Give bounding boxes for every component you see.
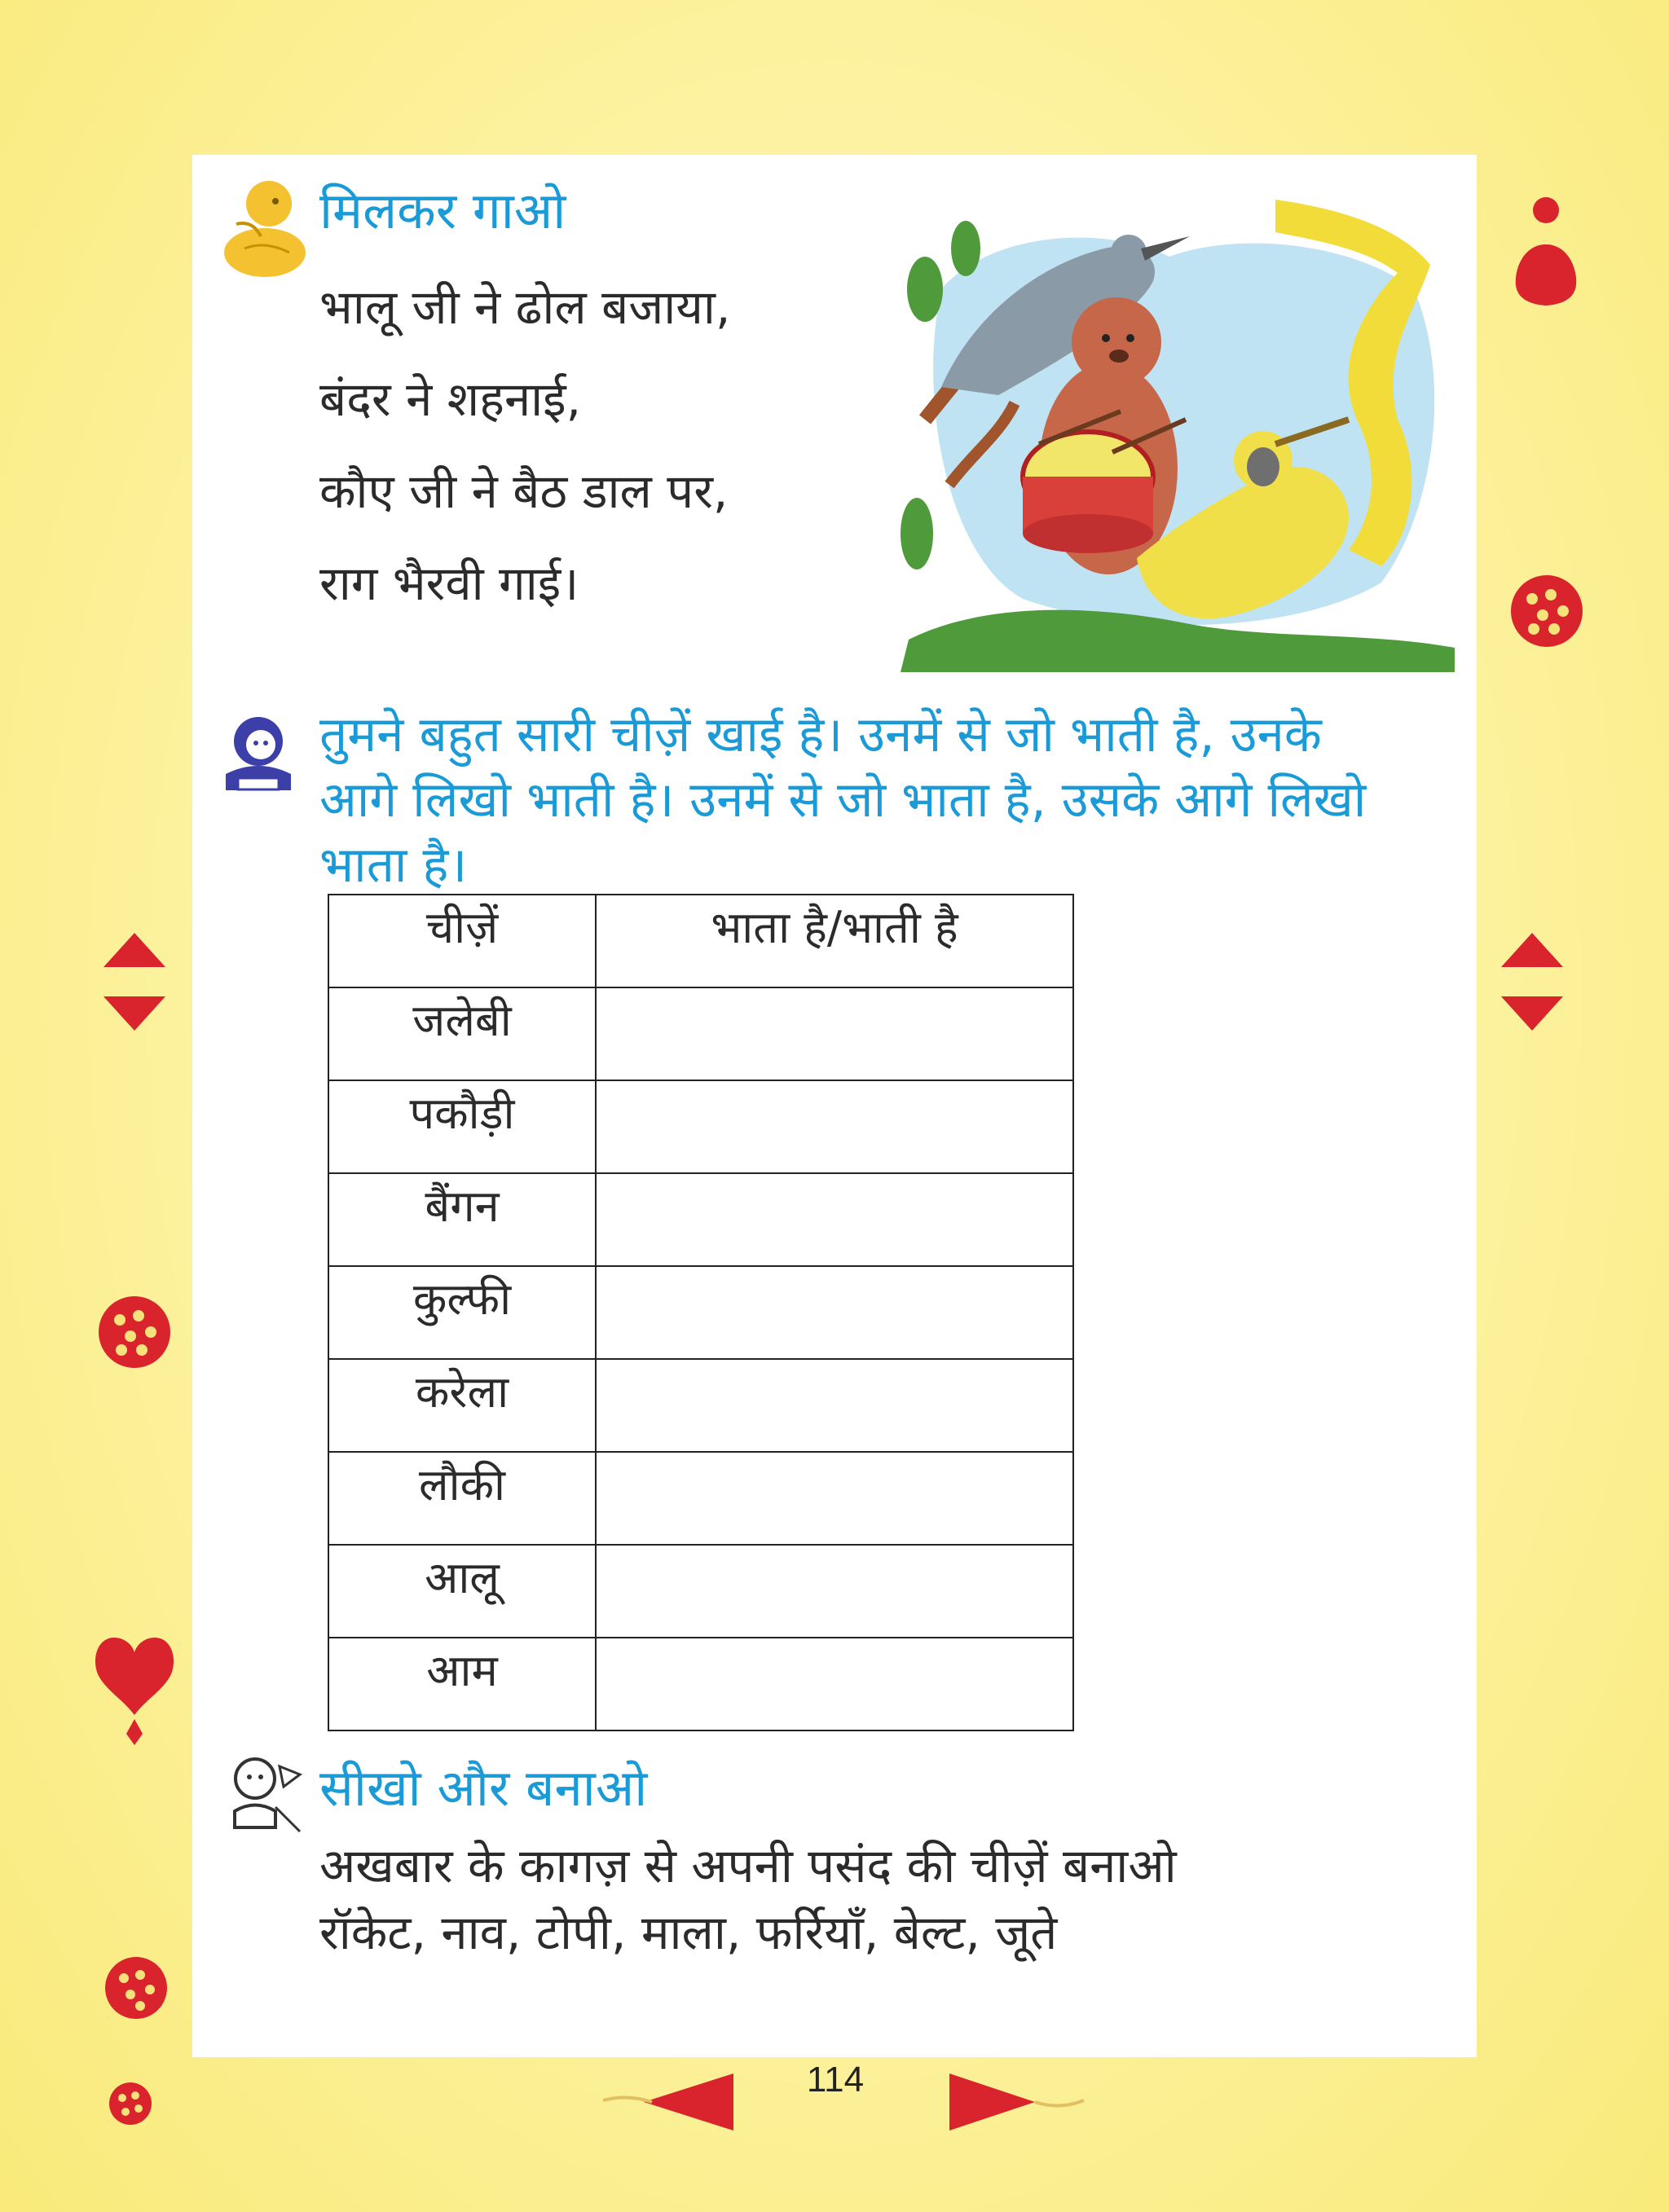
poem-line: भालू जी ने ढोल बजाया, [319, 279, 731, 335]
poem-line: कौए जी ने बैठ डाल पर, [319, 464, 729, 519]
writing-child-icon [214, 709, 303, 798]
section-heading-learn-and-make: सीखो और बनाओ [319, 1758, 648, 1818]
craft-instruction-line: अखबार के कागज़ से अपनी पसंद की चीज़ें बनाओ [319, 1838, 1177, 1893]
instruction-line: आगे लिखो भाती है। उनमें से जो भाता है, उसके आगे लिखो [319, 772, 1367, 829]
singing-child-icon [220, 175, 310, 281]
heart-ornament-icon [1516, 197, 1576, 306]
answer-cell[interactable] [596, 1266, 1073, 1359]
round-ornament-icon [1511, 575, 1583, 647]
answer-cell[interactable] [596, 987, 1073, 1080]
answer-cell[interactable] [596, 1173, 1073, 1266]
pennant-left-icon [603, 2073, 733, 2131]
poem-line: बंदर ने शहनाई, [319, 372, 582, 427]
food-name: आम [328, 1638, 596, 1730]
table-row [328, 1080, 1073, 1173]
table-row [328, 1545, 1073, 1638]
diamond-ornament-icon [103, 933, 165, 1031]
food-name: करेला [328, 1359, 596, 1452]
page-number: 114 [806, 2060, 865, 2100]
table-row [328, 1452, 1073, 1545]
food-name: कुल्फी [328, 1266, 596, 1359]
instruction-line: भाता है। [319, 837, 468, 894]
food-name: आलू [328, 1545, 596, 1638]
header-likes: भाता है/भाती है [596, 895, 1073, 987]
answer-cell[interactable] [596, 1638, 1073, 1730]
round-ornament-icon [99, 1296, 170, 1368]
answer-cell[interactable] [596, 1080, 1073, 1173]
table-row [328, 1359, 1073, 1452]
pennant-right-icon [949, 2073, 1084, 2131]
header-items: चीज़ें [328, 895, 596, 987]
table-row [328, 987, 1073, 1080]
diamond-ornament-icon [1501, 933, 1563, 1031]
section-heading-sing-together: मिलकर गाओ [319, 181, 566, 240]
table-row [328, 1266, 1073, 1359]
heart-ornament-icon [95, 1638, 174, 1745]
instruction-text [319, 702, 1460, 898]
food-preference-table [328, 894, 1074, 1731]
craft-items-line: रॉकेट, नाव, टोपी, माला, फर्रियाँ, बेल्ट, जूते [319, 1905, 1058, 1960]
round-ornament-icon [105, 1957, 167, 2019]
instruction-line: तुमने बहुत सारी चीज़ें खाई है। उनमें से जो भाती है, उनके [319, 706, 1322, 763]
table-header-row [328, 895, 1073, 987]
answer-cell[interactable] [596, 1452, 1073, 1545]
food-name: जलेबी [328, 987, 596, 1080]
answer-cell[interactable] [596, 1545, 1073, 1638]
poem-line: राग भैरवी गाई। [319, 556, 579, 611]
food-name: लौकी [328, 1452, 596, 1545]
craft-child-icon [218, 1750, 308, 1840]
answer-cell[interactable] [596, 1359, 1073, 1452]
food-name: पकौड़ी [328, 1080, 596, 1173]
table-row [328, 1173, 1073, 1266]
round-ornament-icon [109, 2082, 152, 2125]
food-name: बैंगन [328, 1173, 596, 1266]
table-row [328, 1638, 1073, 1730]
bear-drum-illustration [892, 175, 1463, 672]
